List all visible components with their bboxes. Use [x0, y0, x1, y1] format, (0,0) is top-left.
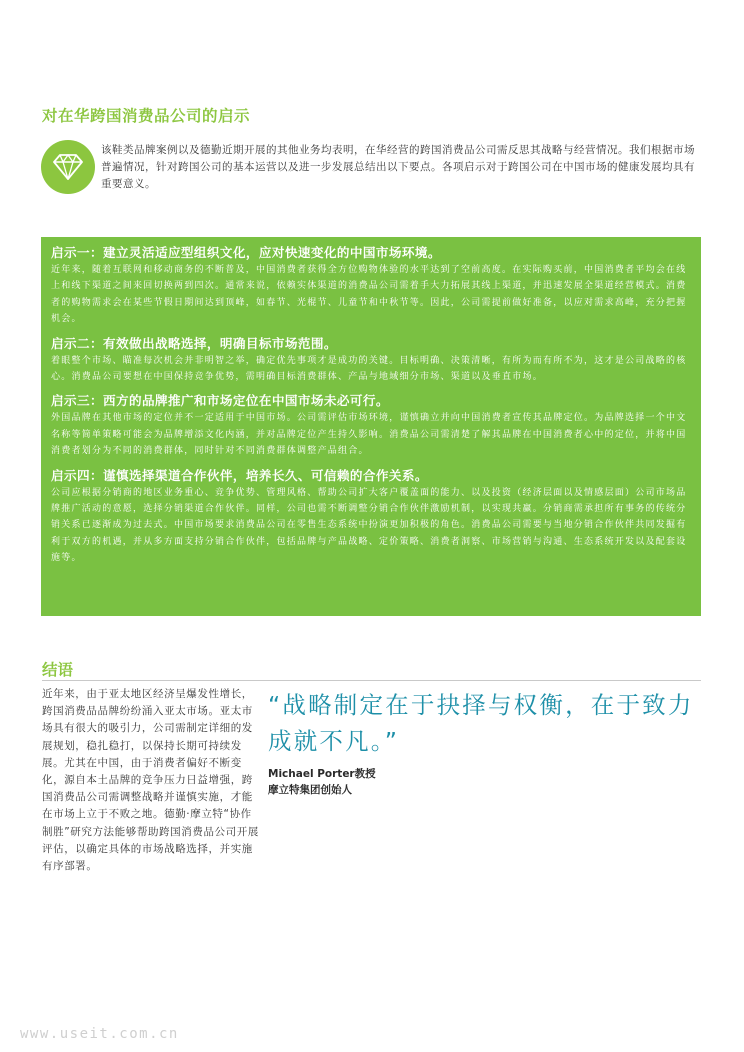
insight-body: 公司应根据分销商的地区业务重心、竞争优势、管理风格、帮助公司扩大客户覆盖面的能力、以及投资（经济层面以及情感层面）公司市场品牌推广活动的意愿，选择分销渠道合作伙伴。同样，公司也需不断调整分销合作伙伴激励机制，以实现共赢。分销商需承担所有事务的传统分销关系已逐渐成为过去式。中国市场要求消费品公司在零售生态系统中扮演更加积极的角色。消费品公司需要与当地分销合作伙伴共同发掘有利于双方的机遇，并从多方面支持分销合作伙伴，包括品牌与产品战略、定价策略、消费者洞察、市场营销与沟通、生态系统开发以及配套设施等。	[51, 487, 687, 564]
quote-author-role: 摩立特集团创始人	[268, 784, 352, 796]
conclusion-paragraph: 近年来，由于亚太地区经济呈爆发性增长，跨国消费品品牌纷纷涌入亚太市场。亚太市场具有很大的吸引力，公司需制定详细的发展规划，稳扎稳打，以保持长期可持续发展。尤其在中国，由于消费者偏好不断变化，源自本土品牌的竞争压力日益增强，跨国消费品公司需调整战略并谨慎实施，才能在市场上立于不败之地。德勤·摩立特“协作制胜”研究方法能够帮助跨国消费品公司开展评估，以确定具体的市场战略选择，并实施有序部署。	[42, 688, 259, 873]
insight-body: 外国品牌在其他市场的定位并不一定适用于中国市场。公司需评估市场环境，谨慎确立并向中国消费者宣传其品牌定位。为品牌选择一个中文名称等简单策略可能会为品牌增添文化内涵，并对品牌定位产生持久影响。消费品公司需清楚了解其品牌在中国消费者心中的定位，并将中国消费者划分为不同的消费群体，同时针对不同消费群体调整产品组合。	[51, 413, 687, 457]
insight-title: 启示四：谨慎选择渠道合作伙伴，培养长久、可信赖的合作关系。	[51, 467, 428, 483]
divider	[42, 680, 701, 681]
insight-title: 启示一：建立灵活适应型组织文化，应对快速变化的中国市场环境。	[51, 245, 441, 260]
insight-item	[51, 334, 689, 386]
insight-title: 启示二：有效做出战略选择，明确目标市场范围。	[51, 335, 337, 351]
insight-title: 启示三：西方的品牌推广和市场定位在中国市场未必可行。	[51, 393, 389, 409]
insight-item	[51, 466, 689, 567]
insight-body: 着眼整个市场、瞄准每次机会并非明智之举，确定优先事项才是成功的关键。目标明确、决策清晰，有所为而有所不为，这才是公司战略的核心。消费品公司要想在中国保持竞争优势，需明确目标消费群体、产品与地域细分市场、渠道以及垂直市场。	[51, 355, 687, 383]
quote-attribution	[268, 766, 376, 798]
diamond-icon	[41, 140, 95, 194]
pull-quote: “战略制定在于抉择与权衡，在于致力成就不凡。”	[268, 691, 694, 755]
quote-author-name: Michael Porter教授	[268, 768, 376, 780]
watermark: www.useit.com.cn	[20, 1026, 179, 1042]
conclusion-title: 结语	[42, 661, 74, 679]
insight-body: 近年来，随着互联网和移动商务的不断普及，中国消费者获得全方位购物体验的水平达到了空前高度。在实际购买前，中国消费者平均会在线上和线下渠道之间来回切换两到四次。通常来说，依赖实体渠道的消费品公司需着手大力拓展其线上渠道，并迅速发展全渠道经营模式。消费者的购物需求会在某些节假日期间达到顶峰，如春节、光棍节、儿童节和中秋节等。因此，公司需提前做好准备，以应对需求高峰，充分把握机会。	[51, 265, 687, 325]
section-title: 对在华跨国消费品公司的启示	[42, 107, 251, 125]
intro-paragraph: 该鞋类品牌案例以及德勤近期开展的其他业务均表明，在华经营的跨国消费品公司需反思其战略与经营情况。我们根据市场普遍情况，针对跨国公司的基本运营以及进一步发展总结出以下要点。各项启示对于跨国公司在中国市场的健康发展均具有重要意义。	[101, 144, 695, 190]
insight-item	[51, 391, 689, 459]
insight-item	[51, 243, 689, 328]
insights-box	[41, 237, 701, 616]
